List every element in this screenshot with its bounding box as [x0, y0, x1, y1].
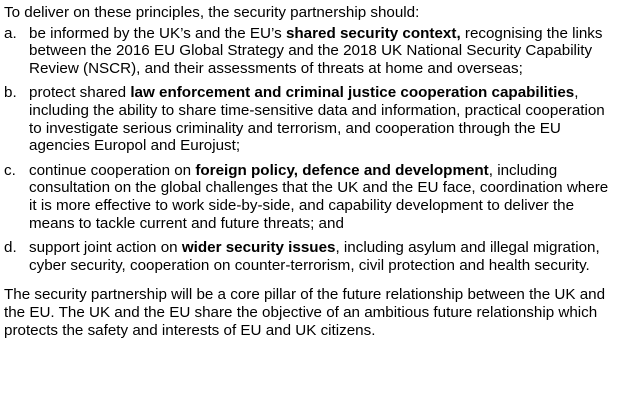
list-marker: c.: [4, 161, 16, 179]
list-item-b: [4, 84, 617, 154]
item-text-after: recognising the links between the 2016 EU Global Strategy and the 2018 UK National Security Capability Review (NSCR), and their assessments of threats at home and overseas;: [29, 24, 603, 77]
principles-list: [4, 25, 617, 275]
item-text-before: be informed by the UK’s and the EU’s: [29, 24, 286, 42]
list-marker: d.: [4, 239, 17, 257]
list-item-text: [29, 162, 617, 232]
intro-paragraph: To deliver on these principles, the security partnership should:: [4, 4, 420, 21]
item-text-bold: wider security issues: [181, 239, 336, 257]
list-marker: b.: [4, 84, 17, 102]
item-text-after: , including asylum and illegal migration, cyber security, cooperation on counter-terrorism, civil protection and health security.: [29, 239, 600, 274]
list-item-c: [4, 162, 617, 232]
item-text-after: , including the ability to share time-sensitive data and information, practical cooperation to investigate serious criminality and terrorism, and cooperation through the EU agencies Europol and Eurojust;: [29, 84, 605, 155]
item-text-after: , including consultation on the global challenges that the UK and the EU face, coordination where it is more effective to work side-by-side, and capability development to deliver the means to tackle current and future threats; and: [29, 161, 609, 232]
list-marker: a.: [4, 24, 17, 42]
item-text-bold: law enforcement and criminal justice cooperation capabilities: [130, 84, 575, 102]
closing-paragraph: The security partnership will be a core pillar of the future relationship between the UK and the EU. The UK and the EU share the objective of an ambitious future relationship which protects the safety and interests of EU and UK citizens.: [4, 286, 606, 339]
item-text-before: protect shared: [29, 84, 131, 102]
list-item-text: [29, 25, 617, 78]
list-item-text: [29, 84, 617, 154]
list-item-text: [29, 239, 617, 274]
item-text-bold: foreign policy, defence and development: [195, 161, 489, 179]
item-text-bold: shared security context,: [285, 24, 461, 42]
item-text-before: continue cooperation on: [29, 161, 196, 179]
item-text-before: support joint action on: [29, 239, 182, 257]
list-item-d: [4, 239, 617, 274]
list-item-a: [4, 25, 617, 78]
